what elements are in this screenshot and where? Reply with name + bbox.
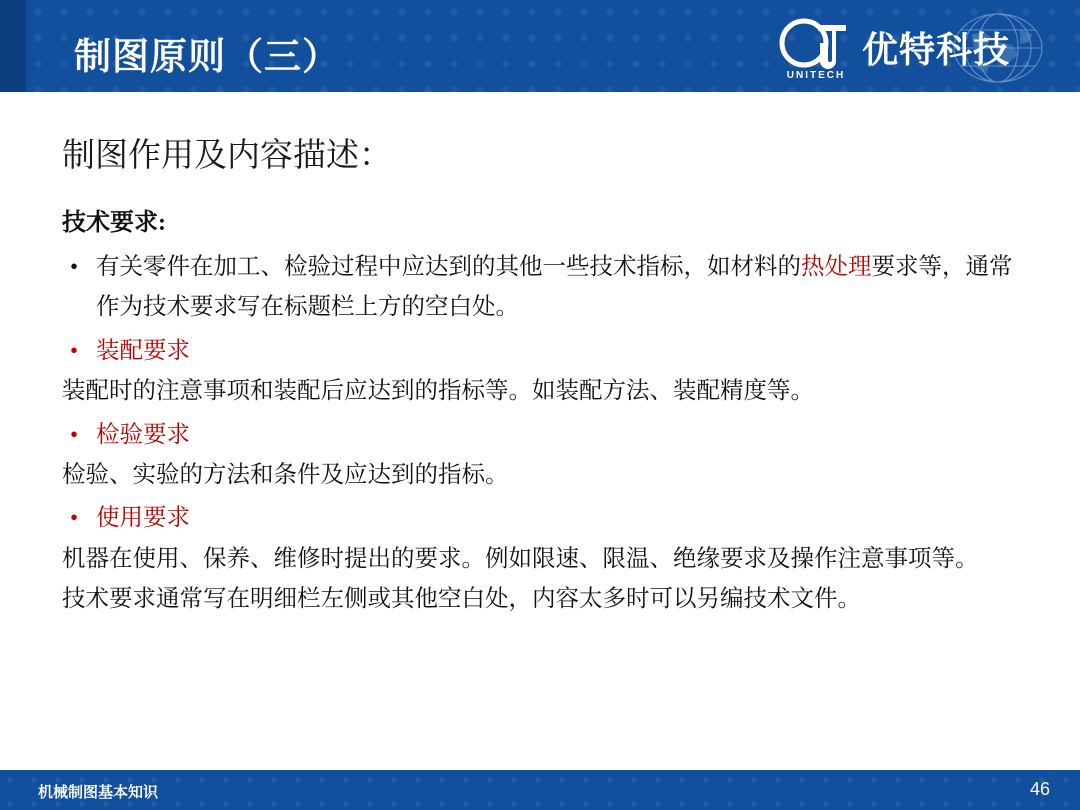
page-title: 制图原则（三） [74, 36, 340, 77]
bullet-body: 检验、实验的方法和条件及应达到的指标。 [62, 462, 509, 489]
technical-requirements-label: 技术要求: [62, 210, 166, 236]
list-item [62, 331, 1022, 371]
bullet-marker: • [70, 505, 79, 531]
bullet-marker: • [70, 421, 79, 447]
header-accent-bar [0, 0, 26, 92]
bullet-text-after: 要求等，通常作为技术要求写在标题栏上方的空白处。 [96, 254, 1013, 321]
logo-company-name: 优特科技 [862, 29, 1011, 70]
content-subtitle: 制图作用及内容描述： [62, 136, 392, 173]
bullet-text-highlight: 热处理 [801, 254, 872, 280]
bullet-heading: 检验要求 [96, 421, 190, 448]
bullet-heading: 使用要求 [96, 505, 190, 532]
list-item [62, 498, 1022, 538]
page-number: 46 [1029, 779, 1050, 799]
bullet-body: 装配时的注意事项和装配后应达到的指标等。如装配方法、装配精度等。 [62, 378, 814, 405]
brand-logo [772, 10, 1062, 88]
bullet-text-before: 有关零件在加工、检验过程中应达到的其他一些技术指标，如材料的 [96, 254, 801, 280]
slide-footer [0, 770, 1080, 810]
bullet-marker: • [70, 254, 79, 279]
content-body [62, 205, 1022, 620]
closing-paragraph: 技术要求通常写在明细栏左侧或其他空白处，内容太多时可以另编技术文件。 [62, 586, 861, 613]
unitech-mark-icon [778, 16, 852, 72]
footer-label: 机械制图基本知识 [38, 784, 159, 801]
bullet-heading: 装配要求 [96, 337, 190, 364]
logo-subtext: UNITECH [786, 70, 846, 81]
bullet-body: 机器在使用、保养、维修时提出的要求。例如限速、限温、绝缘要求及操作注意事项等。 [62, 545, 979, 572]
list-item [62, 415, 1022, 455]
bullet-marker: • [70, 337, 79, 363]
slide-content [0, 97, 1080, 780]
list-item [62, 247, 1022, 328]
bullet-text [96, 247, 1022, 328]
slide-header [0, 0, 1080, 97]
